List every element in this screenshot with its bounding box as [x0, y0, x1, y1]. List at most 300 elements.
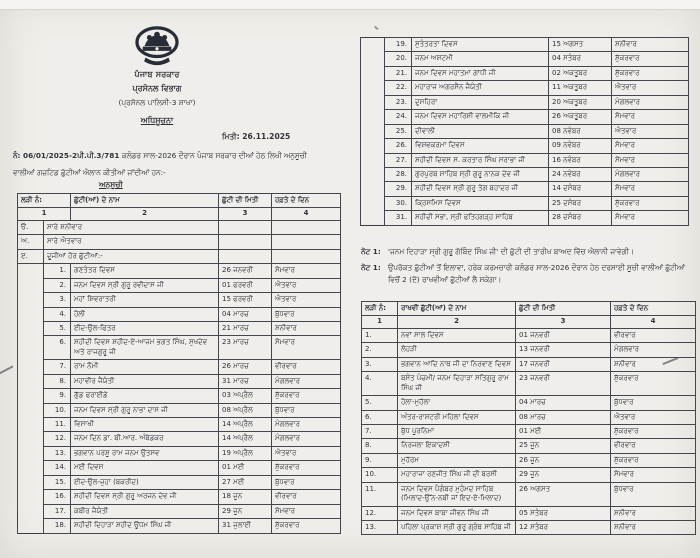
- number-cell: 21.: [385, 66, 412, 80]
- name-cell: ਗੁੱਡ ਫਰਾਈਡੇ: [71, 389, 219, 403]
- date-cell: 24 ਨਵੰਬਰ: [549, 167, 612, 181]
- number-cell: 20.: [385, 52, 412, 66]
- number-cell: 24.: [385, 110, 412, 124]
- col-num-2: 2: [398, 316, 516, 328]
- day-cell: ਸ਼ੁੱਕਰਵਾਰ: [612, 196, 689, 210]
- spacer-cell: [18, 418, 44, 432]
- number-cell: 23.: [385, 95, 412, 109]
- scan-artifact: [374, 26, 379, 30]
- holiday-row: [361, 95, 689, 109]
- number-cell: 11.: [362, 482, 398, 506]
- date-cell: 01 ਜਨਵਰੀ: [516, 328, 611, 342]
- number-cell: 6.: [44, 336, 71, 360]
- date-cell: [219, 220, 272, 234]
- holiday-row: [18, 264, 341, 278]
- number-cell: 9.: [44, 389, 71, 403]
- date-cell: 26 ਜਨਵਰੀ: [219, 264, 272, 278]
- name-cell: ਸ਼ਹੀਦੀ ਦਿਵਸ ਸ੍ਰੀ ਗੁਰੂ ਤੇਗ ਬਹਾਦਰ ਜੀ: [412, 182, 549, 196]
- name-cell: ਸ਼ਹੀਦੀ ਸਭਾ, ਸ੍ਰੀ ਫਤਿਹਗੜ੍ਹ ਸਾਹਿਬ: [412, 211, 549, 225]
- scan-edge-line: [0, 0, 700, 10]
- number-cell: 5.: [44, 321, 71, 335]
- date-cell: 04 ਸਤੰਬਰ: [549, 52, 612, 66]
- holiday-row: [361, 182, 689, 196]
- number-cell: 2.: [44, 278, 71, 292]
- number-cell: 7.: [362, 424, 398, 438]
- spacer-cell: [361, 211, 385, 225]
- number-cell: 27.: [385, 153, 412, 167]
- spacer-cell: [18, 321, 44, 335]
- date-cell: 26 ਅਕਤੂਬਰ: [549, 110, 612, 124]
- date-cell: 11 ਅਕਤੂਬਰ: [549, 81, 612, 95]
- day-cell: ਸ਼ਨੀਵਾਰ: [612, 38, 689, 52]
- spacer-cell: [361, 81, 385, 95]
- holiday-row: [361, 52, 689, 66]
- date-cell: 29 ਜੂਨ: [516, 468, 611, 482]
- number-cell: 12.: [362, 506, 398, 520]
- spacer-cell: [18, 307, 44, 321]
- holiday-row: [361, 124, 689, 138]
- spacer-cell: [18, 461, 44, 475]
- date-cell: 15 ਅਗਸਤ: [549, 38, 612, 52]
- day-cell: ਵੀਰਵਾਰ: [272, 360, 341, 374]
- date-cell: 12 ਸਤੰਬਰ: [516, 521, 611, 535]
- holiday-row: [18, 504, 341, 518]
- name-cell: ਭਗਵਾਨ ਪਰਸ਼ੂ ਰਾਮ ਜਨਮ ਉਤਸਵ: [71, 446, 219, 460]
- date-cell: 28 ਦਸੰਬਰ: [549, 211, 612, 225]
- day-cell: ਸ਼ੁੱਕਰਵਾਰ: [272, 389, 341, 403]
- day-cell: ਬੁੱਧਵਾਰ: [272, 403, 341, 417]
- spacer-cell: [361, 153, 385, 167]
- name-cell: ਨਵਾਂ ਸਾਲ ਦਿਵਸ: [398, 328, 516, 342]
- number-cell: 1.: [44, 264, 71, 278]
- name-cell: ਮਹਾਰਾਜ ਅਗਰਸੈਨ ਜੈਯੰਤੀ: [412, 81, 549, 95]
- holiday-row: [18, 278, 341, 292]
- day-cell: ਐਤਵਾਰ: [612, 81, 689, 95]
- date-cell: 16 ਨਵੰਬਰ: [549, 153, 612, 167]
- number-cell: 18.: [44, 519, 71, 533]
- name-cell: ਜਨਮ ਦਿਵਸ ਮਹਾਰਿਸ਼ੀ ਵਾਲਮੀਕਿ ਜੀ: [412, 110, 549, 124]
- date-cell: 01 ਮਈ: [219, 461, 272, 475]
- date-cell: 14 ਦਸੰਬਰ: [549, 182, 612, 196]
- date-cell: 04 ਮਾਰਚ: [516, 396, 611, 410]
- spacer-cell: [18, 403, 44, 417]
- reserved-holiday-row: [362, 521, 696, 535]
- spacer-cell: [361, 66, 385, 80]
- holiday-row: [18, 321, 341, 335]
- date-cell: 08 ਅਪ੍ਰੈਲ: [219, 403, 272, 417]
- day-cell: ਸੋਮਵਾਰ: [612, 139, 689, 153]
- header-reserved-name: ਰਾਖਵੀਂ ਛੁੱਟੀ(ਆਂ) ਦੇ ਨਾਮ: [398, 302, 516, 316]
- serial-letter-cell: ੳ.: [18, 220, 44, 234]
- holiday-row: [361, 66, 689, 80]
- day-cell: [272, 249, 341, 263]
- holiday-row: [18, 461, 341, 475]
- table-header-row: [18, 194, 341, 208]
- number-cell: 10.: [44, 403, 71, 417]
- name-cell: ਹੋਲੀ: [71, 307, 219, 321]
- reserved-holiday-row: [362, 396, 696, 410]
- holiday-row: [18, 446, 341, 460]
- name-cell: ਜਨਮ ਦਿਨ ਡਾ. ਬੀ.ਆਰ. ਅੰਬੇਡਕਰ: [71, 432, 219, 446]
- day-cell: ਸ਼ੁੱਕਰਵਾਰ: [612, 52, 689, 66]
- spacer-cell: [18, 475, 44, 489]
- reserved-holiday-row: [362, 506, 696, 520]
- name-cell: ਕ੍ਰਿਸਮਿਸ ਦਿਵਸ: [412, 196, 549, 210]
- number-cell: 13.: [44, 446, 71, 460]
- spacer-cell: [361, 110, 385, 124]
- day-cell: ਸੋਮਵਾਰ: [612, 182, 689, 196]
- date-cell: 17 ਜਨਵਰੀ: [516, 357, 611, 371]
- number-cell: 8.: [44, 374, 71, 388]
- reserved-holiday-table: [361, 301, 696, 535]
- day-cell: ਸ਼ੁੱਕਰਵਾਰ: [272, 519, 341, 533]
- spacer-cell: [18, 432, 44, 446]
- spacer-cell: [18, 446, 44, 460]
- holiday-row: [18, 490, 341, 504]
- name-cell: ਜਨਮ ਦਿਵਸ ਸ੍ਰੀ ਗੁਰੂ ਨਾਭਾ ਦਾਸ ਜੀ: [71, 403, 219, 417]
- number-cell: 12.: [44, 432, 71, 446]
- number-cell: 5.: [362, 396, 398, 410]
- day-cell: ਮੰਗਲਵਾਰ: [612, 95, 689, 109]
- spacer-cell: [361, 95, 385, 109]
- day-cell: ਵੀਰਵਾਰ: [611, 439, 696, 453]
- note-text: ਉਪਰੋਕਤ ਛੁੱਟੀਆਂ ਤੋਂ ਇਲਾਵਾ, ਹਰੇਕ ਕਰਮਚਾਰੀ ਕਲੰਡਰ ਸਾਲ-2026 ਦੌਰਾਨ ਹੇਠ ਦਰਸਾਈ ਸੂਚੀ ਵਾਲੀਆਂ ਛੁੱਟੀਆਂ ਵਿਚੋਂ 2 (ਦੋ) ਰਾਖਵੀਆਂ ਛੁੱਟੀਆਂ ਲੈ ਸਕੇਗਾ।: [388, 263, 685, 284]
- date-cell: 26 ਅਗਸਤ: [516, 482, 611, 506]
- day-cell: ਸ਼ਨੀਵਾਰ: [611, 506, 696, 520]
- name-cell: ਲੋਹੜੀ: [398, 343, 516, 357]
- spacer-cell: [361, 124, 385, 138]
- date-cell: 05 ਸਤੰਬਰ: [516, 506, 611, 520]
- letterhead: [92, 26, 222, 127]
- date-cell: 31 ਮਾਰਚ: [219, 374, 272, 388]
- reserved-holiday-row: [362, 372, 696, 396]
- name-cell: ਸਾਰੇ ਐਤਵਾਰ: [44, 235, 219, 249]
- name-cell: ਗਣਤੰਤਰ ਦਿਵਸ: [71, 264, 219, 278]
- number-cell: 31.: [385, 211, 412, 225]
- date-cell: 26 ਮਾਰਚ: [219, 360, 272, 374]
- col-num-4: 4: [611, 316, 696, 328]
- number-cell: 26.: [385, 139, 412, 153]
- name-cell: ਕਬੀਰ ਜੈਯੰਤੀ: [71, 504, 219, 518]
- day-cell: ਐਤਵਾਰ: [272, 278, 341, 292]
- name-cell: ਜਨਮ ਦਿਵਸ ਸ੍ਰੀ ਗੁਰੂ ਰਵੀਦਾਸ ਜੀ: [71, 278, 219, 292]
- day-cell: ਮੰਗਲਵਾਰ: [272, 374, 341, 388]
- name-cell: ਸ਼ਹੀਦੀ ਦਿਵਸ ਸ਼ਹੀਦ-ਏ-ਆਜ਼ਮ ਭਗਤ ਸਿੰਘ, ਸੁਖਦੇਵ ਅਤੇ ਰਾਜਗੁਰੂ ਜੀ: [71, 336, 219, 360]
- spacer-cell: [361, 139, 385, 153]
- name-cell: ਬਸੰਤ ਪੰਚਮੀ/ ਜਨਮ ਦਿਹਾੜਾ ਸਤਿਗੁਰੂ ਰਾਮ ਸਿੰਘ ਜੀ: [398, 372, 516, 396]
- date-cell: 02 ਅਕਤੂਬਰ: [549, 66, 612, 80]
- number-cell: 3.: [362, 357, 398, 371]
- number-cell: 29.: [385, 182, 412, 196]
- name-cell: ਵਿਸਾਖੀ: [71, 418, 219, 432]
- day-cell: ਸ਼ਨੀਵਾਰ: [272, 321, 341, 335]
- holiday-table-part1: [17, 193, 341, 534]
- number-cell: 14.: [44, 461, 71, 475]
- day-cell: ਸੋਮਵਾਰ: [611, 468, 696, 482]
- day-cell: ਸੋਮਵਾਰ: [612, 110, 689, 124]
- date-cell: 25 ਦਸੰਬਰ: [549, 196, 612, 210]
- name-cell: ਸੁਤੰਤਰਤਾ ਦਿਵਸ: [412, 38, 549, 52]
- date-cell: 01 ਫਰਵਰੀ: [219, 278, 272, 292]
- day-cell: ਵੀਰਵਾਰ: [272, 490, 341, 504]
- day-cell: ਸੋਮਵਾਰ: [272, 264, 341, 278]
- day-cell: ਬੁੱਧਵਾਰ: [272, 475, 341, 489]
- holiday-row: [361, 139, 689, 153]
- holiday-row: [361, 110, 689, 124]
- number-cell: 28.: [385, 167, 412, 181]
- col-num-3: 3: [516, 316, 611, 328]
- date-cell: 03 ਅਪ੍ਰੈਲ: [219, 389, 272, 403]
- date-cell: 26 ਜੂਨ: [516, 453, 611, 467]
- day-cell: [272, 235, 341, 249]
- name-cell: ਮਈ ਦਿਵਸ: [71, 461, 219, 475]
- name-cell: ਜਨਮ ਦਿਵਸ ਮਹਾਤਮਾ ਗਾਂਧੀ ਜੀ: [412, 66, 549, 80]
- day-cell: ਸ਼ੁੱਕਰਵਾਰ: [272, 461, 341, 475]
- column-number-row: [18, 208, 341, 220]
- holiday-row: [18, 374, 341, 388]
- day-cell: ਬੁੱਧਵਾਰ: [611, 396, 696, 410]
- note-label: ਨੋਟ 1:: [361, 247, 381, 256]
- name-cell: ਮਹਾਰਾਜਾ ਰਣਜੀਤ ਸਿੰਘ ਜੀ ਦੀ ਬਰਸੀ: [398, 468, 516, 482]
- holiday-row: [361, 81, 689, 95]
- note-item: [361, 246, 695, 257]
- col-num-3: 3: [219, 208, 272, 220]
- holiday-row: [361, 38, 689, 52]
- day-cell: ਸ਼ਨੀਵਾਰ: [611, 357, 696, 371]
- holiday-row: [18, 293, 341, 307]
- note-label: ਨੋਟ 1:: [361, 263, 381, 273]
- date-cell: 01 ਮਈ: [516, 424, 611, 438]
- branch-name: (ਪ੍ਰਸੋਨਲ ਪਾਲਿਸੀ-3 ਸ਼ਾਖਾ): [118, 98, 196, 107]
- col-num-2: 2: [71, 208, 219, 220]
- holiday-row: [18, 389, 341, 403]
- col-num-1: 1: [18, 208, 71, 220]
- reserved-holiday-row: [362, 453, 696, 467]
- note-text: 'ਜਨਮ ਦਿਹਾੜਾ ਸ੍ਰੀ ਗੁਰੂ ਗੋਬਿੰਦ ਸਿੰਘ ਜੀ' ਦੀ ਛੁੱਟੀ ਦੀ ਤਾਰੀਖ ਬਾਅਦ ਵਿੱਚ ਐਲਾਨੀ ਜਾਵੇਗੀ।: [388, 247, 634, 256]
- spacer-cell: [361, 38, 385, 52]
- date-cell: [219, 249, 272, 263]
- header-weekday: ਹਫ਼ਤੇ ਦੇ ਦਿਨ: [272, 194, 341, 208]
- day-cell: ਬੁੱਧਵਾਰ: [611, 482, 696, 506]
- spacer-cell: [18, 490, 44, 504]
- holiday-row: [18, 475, 341, 489]
- day-cell: ਵੀਰਵਾਰ: [611, 328, 696, 342]
- name-cell: ਜਨਮ ਅਸ਼ਟਮੀ: [412, 52, 549, 66]
- number-cell: 22.: [385, 81, 412, 95]
- letter-row: [18, 235, 341, 249]
- spacer-cell: [18, 293, 44, 307]
- date-cell: 04 ਮਾਰਚ: [219, 307, 272, 321]
- reserved-holiday-row: [362, 468, 696, 482]
- name-cell: ਨਿਰਜਲਾ ਇਕਾਦਸ਼ੀ: [398, 439, 516, 453]
- date-cell: 27 ਮਈ: [219, 475, 272, 489]
- reserved-holiday-row: [362, 482, 696, 506]
- holiday-row: [361, 167, 689, 181]
- name-cell: ਪਹਿਲਾ ਪ੍ਰਕਾਸ਼ ਸ੍ਰੀ ਗੁਰੂ ਗ੍ਰੰਥ ਸਾਹਿਬ ਜੀ: [398, 521, 516, 535]
- date-cell: 31 ਜੁਲਾਈ: [219, 519, 272, 533]
- reserved-holiday-row: [362, 357, 696, 371]
- col-num-4: 4: [272, 208, 341, 220]
- name-cell: ਜਨਮ ਦਿਵਸ ਬਾਬਾ ਜੀਵਨ ਸਿੰਘ ਜੀ: [398, 506, 516, 520]
- day-cell: ਮੰਗਲਵਾਰ: [272, 432, 341, 446]
- spacer-cell: [18, 336, 44, 360]
- number-cell: 8.: [362, 439, 398, 453]
- name-cell: ਮਹਾਂ ਸ਼ਿਵਰਾਤਰੀ: [71, 293, 219, 307]
- day-cell: ਮੰਗਲਵਾਰ: [611, 343, 696, 357]
- reserved-holiday-row: [362, 410, 696, 424]
- date-cell: 19 ਅਪ੍ਰੈਲ: [219, 446, 272, 460]
- schedule-heading: ਅਨੁਸੂਚੀ: [99, 180, 123, 189]
- column-number-row: [362, 316, 696, 328]
- government-name: ਪੰਜਾਬ ਸਰਕਾਰ: [134, 70, 180, 79]
- number-cell: 15.: [44, 475, 71, 489]
- name-cell: ਬੁੱਧ ਪੂਰਨਿਮਾ: [398, 424, 516, 438]
- day-cell: ਸ਼ਨੀਵਾਰ: [611, 521, 696, 535]
- spacer-cell: [18, 519, 44, 533]
- number-cell: 16.: [44, 490, 71, 504]
- name-cell: ਜਨਮ ਦਿਵਸ ਪੈਗੰਬਰ ਮੁਹੰਮਦ ਸਾਹਿਬ (ਮਿਲਾਦ-ਉੱਨ-ਨਬੀ ਜਾਂ ਇਦ-ਏ-ਮਿਲਾਦ): [398, 482, 516, 506]
- name-cell: ਅੰਤਰ-ਰਾਸ਼ਟਰੀ ਮਹਿਲਾ ਦਿਵਸ: [398, 410, 516, 424]
- reserved-holiday-row: [362, 343, 696, 357]
- name-cell: ਵਿਸ਼ਵਕਰਮਾ ਦਿਵਸ: [412, 139, 549, 153]
- date-cell: 09 ਨਵੰਬਰ: [549, 139, 612, 153]
- holiday-row: [18, 519, 341, 533]
- name-cell: ਰਾਮ ਨੌਮੀ: [71, 360, 219, 374]
- name-cell: ਦੁਸਹਿਰਾ: [412, 95, 549, 109]
- date-cell: 18 ਜੂਨ: [219, 490, 272, 504]
- name-cell: ਦੂਜੀਆਂ ਹੋਰ ਛੁੱਟੀਆਂ:-: [44, 249, 219, 263]
- reserved-holiday-row: [362, 424, 696, 438]
- spacer-cell: [361, 52, 385, 66]
- date-cell: 08 ਮਾਰਚ: [516, 410, 611, 424]
- number-cell: 7.: [44, 360, 71, 374]
- day-cell: ਸ਼ੁੱਕਰਵਾਰ: [611, 453, 696, 467]
- letter-row: [18, 220, 341, 234]
- number-cell: 19.: [385, 38, 412, 52]
- header-holiday-date: ਛੁੱਟੀ ਦੀ ਮਿਤੀ: [516, 302, 611, 316]
- day-cell: ਸੋਮਵਾਰ: [612, 153, 689, 167]
- holiday-row: [18, 307, 341, 321]
- day-cell: ਸ਼ੁੱਕਰਵਾਰ: [612, 66, 689, 80]
- table-header-row: [362, 302, 696, 316]
- spacer-cell: [18, 278, 44, 292]
- day-cell: ਮੰਗਲਵਾਰ: [612, 167, 689, 181]
- name-cell: ਈਦ-ਉਲ-ਜੁਹਾ (ਬਕਰੀਦ): [71, 475, 219, 489]
- name-cell: ਈਦ-ਉਲ-ਫਿਤਰ: [71, 321, 219, 335]
- reference-paragraph: [13, 147, 347, 181]
- col-num-1: 1: [362, 316, 398, 328]
- header-serial: ਲੜੀ ਨੰ:: [362, 302, 398, 316]
- day-cell: ਐਤਵਾਰ: [612, 124, 689, 138]
- date-cell: 14 ਅਪ੍ਰੈਲ: [219, 432, 272, 446]
- date-cell: 21 ਮਾਰਚ: [219, 321, 272, 335]
- notes-section: [361, 246, 695, 290]
- day-cell: ਮੰਗਲਵਾਰ: [272, 418, 341, 432]
- holiday-row: [18, 403, 341, 417]
- day-cell: ਸ਼ੁੱਕਰਵਾਰ: [611, 424, 696, 438]
- holiday-row: [18, 360, 341, 374]
- serial-letter-cell: ਅ.: [18, 235, 44, 249]
- day-cell: ਐਤਵਾਰ: [272, 446, 341, 460]
- date-cell: 20 ਅਕਤੂਬਰ: [549, 95, 612, 109]
- header-serial: ਲੜੀ ਨੰ:: [18, 194, 71, 208]
- date-cell: [219, 235, 272, 249]
- day-cell: ਸੋਮਵਾਰ: [272, 504, 341, 518]
- spacer-cell: [18, 504, 44, 518]
- name-cell: ਸ਼ਹੀਦੀ ਦਿਵਸ ਸ. ਕਰਤਾਰ ਸਿੰਘ ਸਰਾਭਾ ਜੀ: [412, 153, 549, 167]
- holiday-row: [361, 153, 689, 167]
- scan-artifact: [0, 365, 14, 374]
- number-cell: 25.: [385, 124, 412, 138]
- date-cell: 15 ਫਰਵਰੀ: [219, 293, 272, 307]
- name-cell: ਗੁਰਪੁਰਬ ਸਾਹਿਬ ਸ੍ਰੀ ਗੁਰੂ ਨਾਨਕ ਦੇਵ ਜੀ: [412, 167, 549, 181]
- date-cell: 08 ਨਵੰਬਰ: [549, 124, 612, 138]
- name-cell: ਮੁਹੱਰਮ: [398, 453, 516, 467]
- spacer-cell: [18, 389, 44, 403]
- number-cell: 17.: [44, 504, 71, 518]
- date-cell: 29 ਜੂਨ: [219, 504, 272, 518]
- number-cell: 4.: [362, 372, 398, 396]
- spacer-cell: [18, 374, 44, 388]
- header-holiday-name: ਛੁੱਟੀ(ਆਂ) ਦੇ ਨਾਮ: [71, 194, 219, 208]
- number-cell: 10.: [362, 468, 398, 482]
- date-cell: 13 ਜਨਵਰੀ: [516, 343, 611, 357]
- number-cell: 3.: [44, 293, 71, 307]
- holiday-row: [361, 211, 689, 225]
- reserved-holiday-row: [362, 328, 696, 342]
- holiday-row: [18, 418, 341, 432]
- letter-row: [18, 249, 341, 263]
- number-cell: 2.: [362, 343, 398, 357]
- day-cell: ਐਤਵਾਰ: [611, 410, 696, 424]
- day-cell: ਬੁੱਧਵਾਰ: [272, 307, 341, 321]
- date-cell: 25 ਜੂਨ: [516, 439, 611, 453]
- date-cell: 23 ਮਾਰਚ: [219, 336, 272, 360]
- name-cell: ਸ਼ਹੀਦੀ ਦਿਵਸ ਸ੍ਰੀ ਗੁਰੂ ਅਰਜਨ ਦੇਵ ਜੀ: [71, 490, 219, 504]
- day-cell: ਐਤਵਾਰ: [272, 293, 341, 307]
- name-cell: ਦੀਵਾਲੀ: [412, 124, 549, 138]
- holiday-row: [361, 196, 689, 210]
- reserved-holiday-row: [362, 439, 696, 453]
- notification-date: ਮਿਤੀ: 26.11.2025: [222, 132, 291, 141]
- number-cell: 4.: [44, 307, 71, 321]
- name-cell: ਹੋਲਾ-ਮੁਹੱਲਾ: [398, 396, 516, 410]
- name-cell: ਸ਼ਹੀਦੀ ਦਿਹਾੜਾ ਸ਼ਹੀਦ ਊਧਮ ਸਿੰਘ ਜੀ: [71, 519, 219, 533]
- date-cell: 23 ਜਨਵਰੀ: [516, 372, 611, 396]
- day-cell: ਸੋਮਵਾਰ: [612, 211, 689, 225]
- holiday-row: [18, 432, 341, 446]
- day-cell: [272, 220, 341, 234]
- spacer-cell: [361, 167, 385, 181]
- number-cell: 6.: [362, 410, 398, 424]
- serial-letter-cell: ੲ.: [18, 249, 44, 263]
- spacer-cell: [18, 360, 44, 374]
- reference-number: ਨੰ: 06/01/2025-2ਪੀ.ਪੀ.3/781: [13, 151, 120, 160]
- department-name: ਪ੍ਰਸੋਨਲ ਵਿਭਾਗ: [132, 84, 182, 93]
- spacer-cell: [361, 196, 385, 210]
- holiday-row: [18, 336, 341, 360]
- reference-text-line2: ਵਾਲੀਆਂ ਗਜ਼ਟਿਡ ਛੁੱਟੀਆਂ ਐਲਾਨ ਕੀਤੀਆਂ ਜਾਂਦੀਆਂ ਹਨ:-: [13, 168, 166, 177]
- number-cell: 1.: [362, 328, 398, 342]
- note-item: [361, 262, 695, 285]
- date-cell: 14 ਅਪ੍ਰੈਲ: [219, 418, 272, 432]
- name-cell: ਮਹਾਵੀਰ ਜੈਯੰਤੀ: [71, 374, 219, 388]
- spacer-cell: [18, 264, 44, 278]
- number-cell: 11.: [44, 418, 71, 432]
- day-cell: ਸੋਮਵਾਰ: [272, 336, 341, 360]
- spacer-cell: [361, 182, 385, 196]
- number-cell: 30.: [385, 196, 412, 210]
